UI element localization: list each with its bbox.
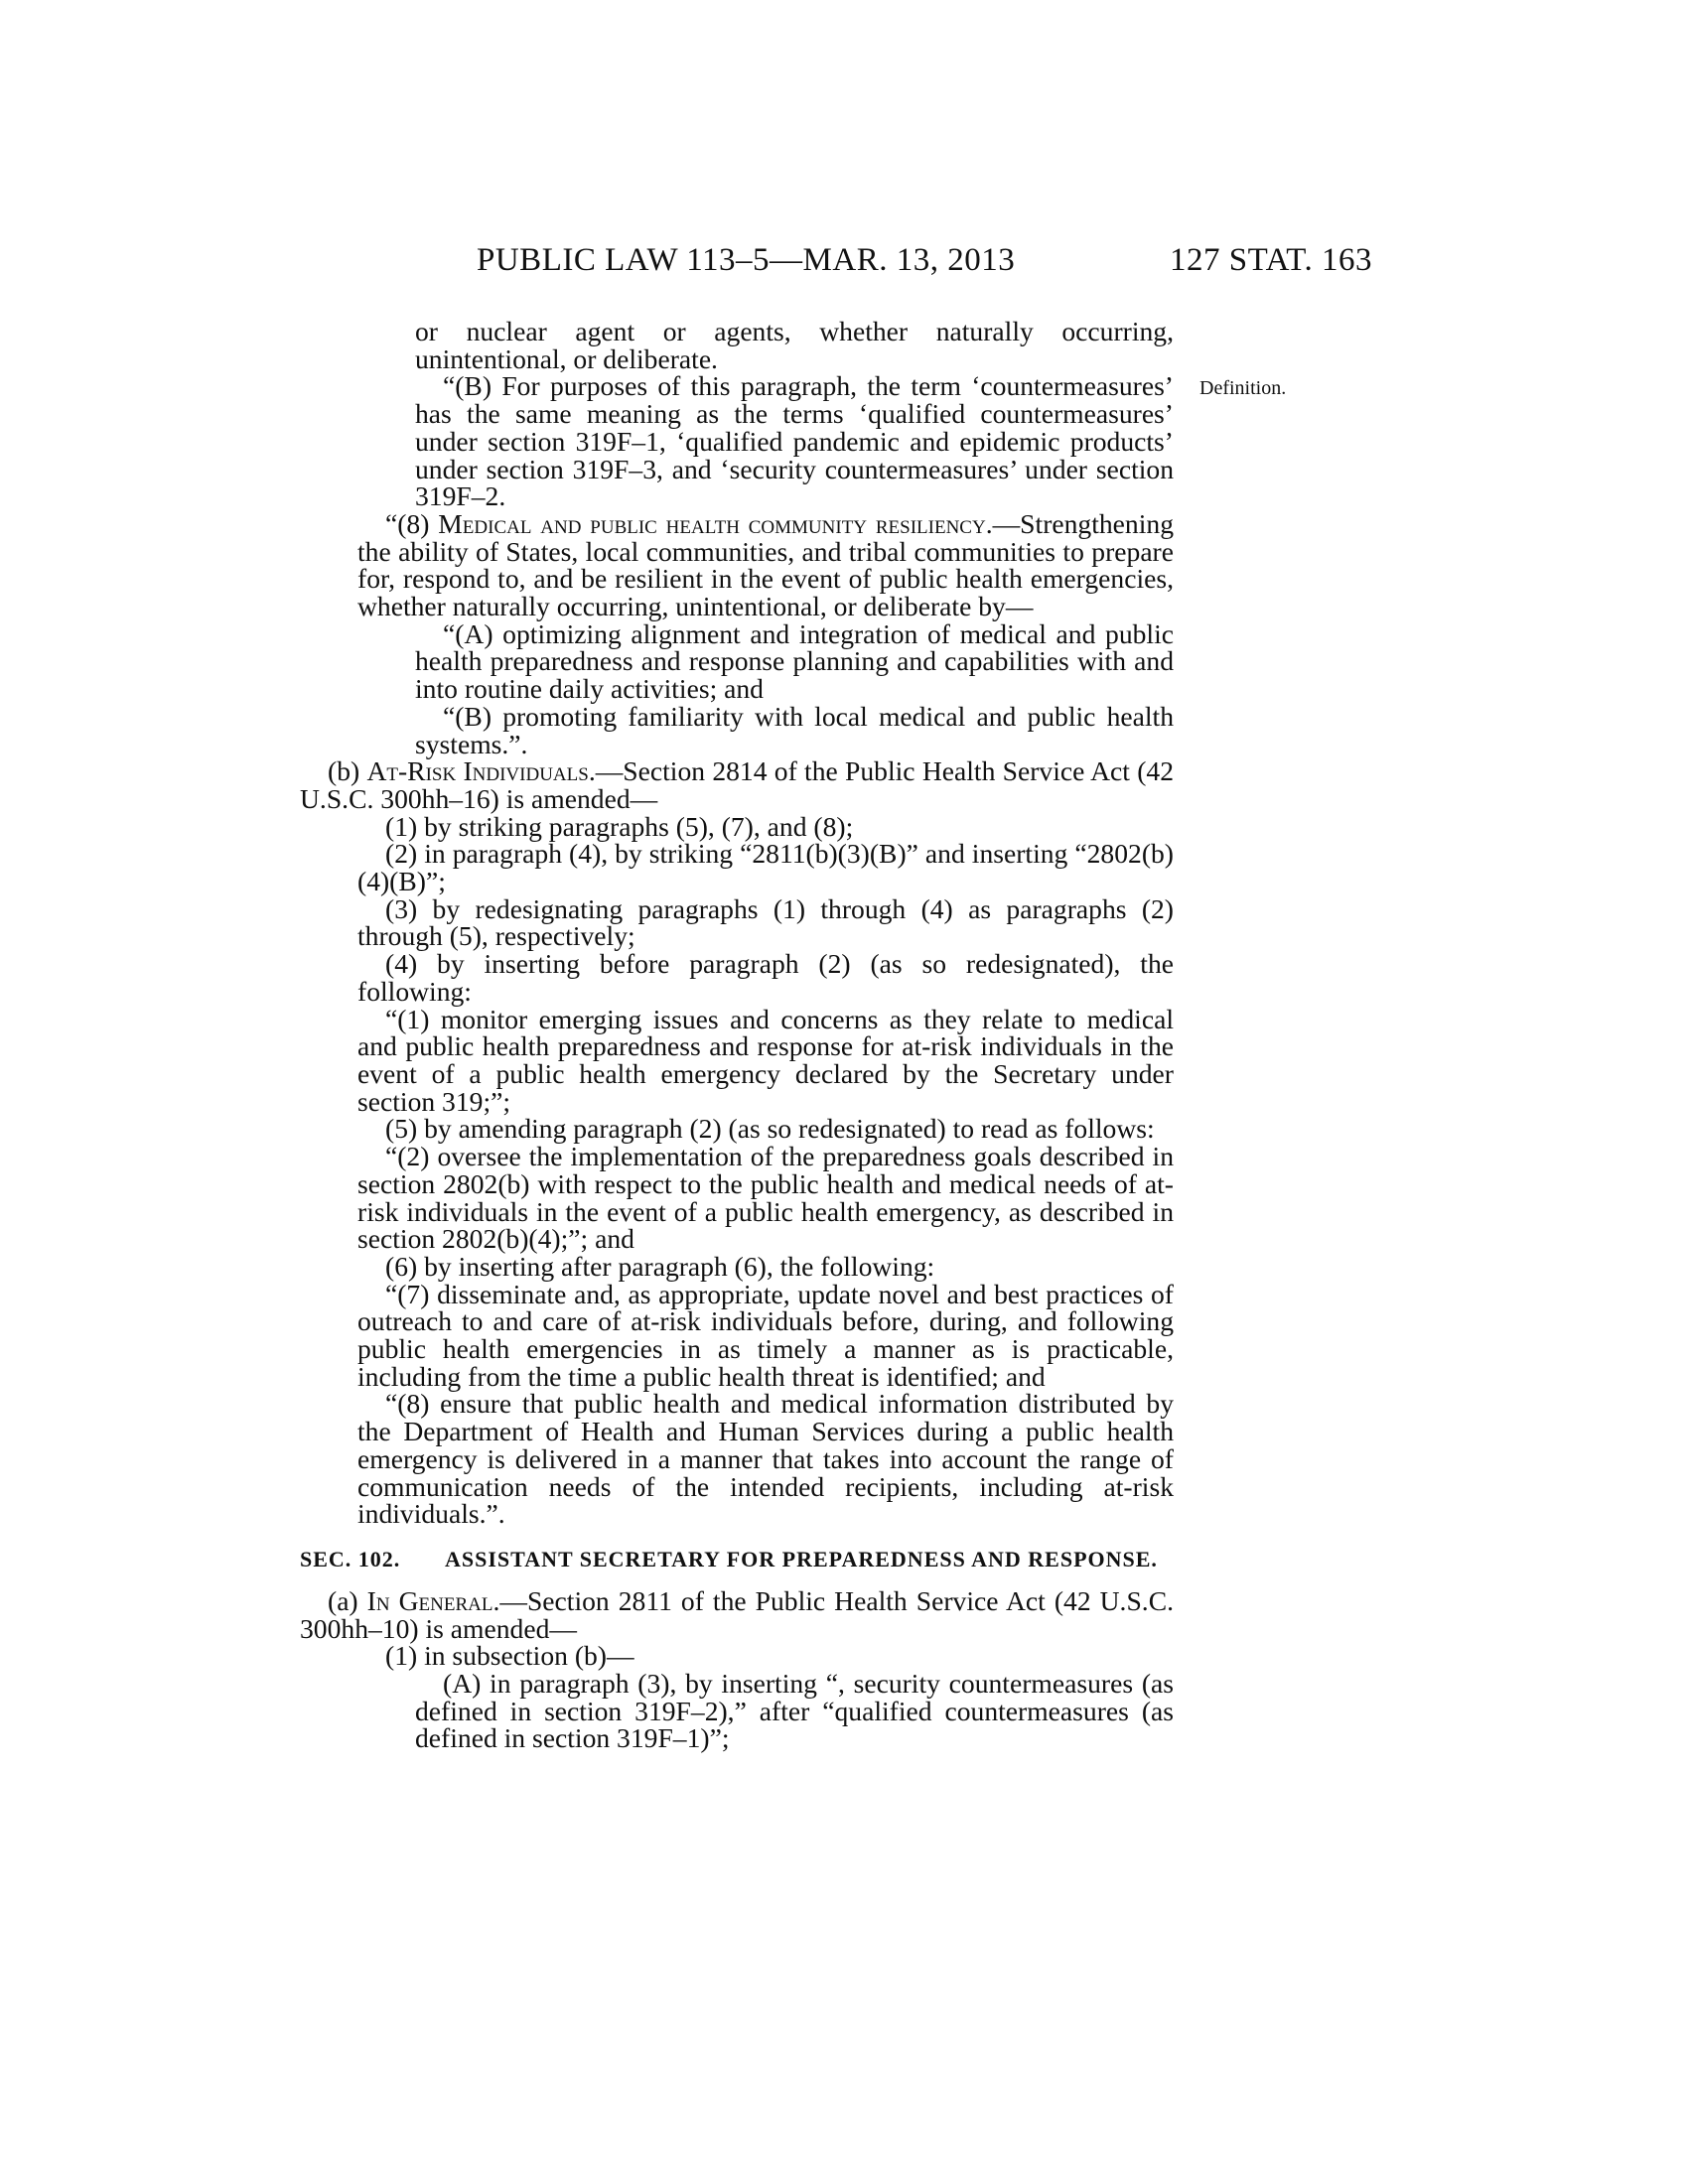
paragraph <box>357 810 1174 842</box>
paragraph <box>357 1003 1174 1117</box>
running-head: PUBLIC LAW 113–5—MAR. 13, 2013 <box>477 242 1016 278</box>
paragraph-heading: In General <box>366 1584 493 1616</box>
margin-note: Definition. <box>1199 377 1287 399</box>
section-heading <box>300 1546 1174 1573</box>
paragraph-text: (5) by amending paragraph (2) (as so redesignated) to read as follows: <box>385 1113 1155 1145</box>
paragraph <box>357 892 1174 952</box>
page-number: 127 STAT. 163 <box>1169 242 1372 278</box>
paragraph <box>415 372 1174 510</box>
paragraph-text: “(8) ensure that public health and medical information distributed by the Department of Health and Human Services during a public health emergency is delivered in a manner that takes into account the range of communication needs of the intended recipients, including at-risk individuals.”. <box>357 1388 1174 1530</box>
paragraph-text: “(B) For purposes of this paragraph, the term ‘countermeasures’ has the same meaning as the terms ‘qualified countermeasures’ under section 319F–1, ‘qualified pandemic and epidemic products’ under section 319F–3, and ‘security countermeasures’ under section 319F–2. <box>415 370 1174 512</box>
paragraph <box>415 318 1174 372</box>
document-body <box>300 318 1174 1752</box>
paragraph-text: (3) by redesignating paragraphs (1) through (4) as paragraphs (2) through (5), respectively; <box>357 892 1174 952</box>
paragraph-text: (1) in subsection (b)— <box>385 1640 634 1672</box>
paragraph-text: “(1) monitor emerging issues and concerns as they relate to medical and public health preparedness and response for at-risk individuals in the event of a public health emergency declared by the Secretary under section 319;”; <box>357 1003 1174 1117</box>
paragraph-text: (1) by striking paragraphs (5), (7), and (8); <box>385 810 854 842</box>
paragraph <box>357 950 1174 1005</box>
paragraph-lead: “(8) <box>385 507 439 539</box>
paragraph <box>415 617 1174 705</box>
paragraph <box>300 1584 1175 1644</box>
paragraph-text: “(A) optimizing alignment and integration of medical and public health preparedness and response planning and capabilities with and into routine daily activities; and <box>415 617 1174 705</box>
paragraph-lead: (b) <box>328 755 367 787</box>
paragraph <box>357 1250 1174 1282</box>
paragraph <box>357 1390 1174 1528</box>
paragraph <box>357 1642 1174 1670</box>
paragraph-text: (2) in paragraph (4), by striking “2811(b)(3)(B)” and inserting “2802(b)(4)(B)”; <box>357 838 1174 897</box>
paragraph-heading: Medical and public health community resiliency <box>438 507 986 539</box>
paragraph <box>357 838 1174 897</box>
paragraph <box>415 700 1174 759</box>
paragraph <box>357 507 1174 622</box>
paragraph-text: .—Section 2811 of the Public Health Service Act (42 U.S.C. 300hh–10) is amended— <box>300 1584 1175 1644</box>
paragraph-text: “(7) disseminate and, as appropriate, update novel and best practices of outreach to and care of at-risk individuals before, during, and following public health emergencies in as timely a manner as is practicable, including from the time a public health threat is identified; and <box>357 1278 1174 1392</box>
paragraph-text: (6) by inserting after paragraph (6), the following: <box>385 1250 935 1282</box>
paragraph <box>300 757 1174 812</box>
paragraph <box>357 1115 1174 1143</box>
page-header <box>300 242 1372 284</box>
paragraph-group <box>300 318 1174 1528</box>
paragraph <box>415 1670 1174 1752</box>
paragraph-text: (4) by inserting before paragraph (2) (as so redesignated), the following: <box>357 948 1174 1007</box>
paragraph-text: (A) in paragraph (3), by inserting “, security countermeasures (as defined in section 319F–2),” after “qualified countermeasures (as defined in section 319F–1)”; <box>415 1668 1174 1754</box>
section-number: SEC. 102. <box>300 1546 401 1571</box>
paragraph-text: .—Strengthening the ability of States, local communities, and tribal communities to prepare for, respond to, and be resilient in the event of public health emergencies, whether naturally occurring, unintentional, or deliberate by— <box>357 507 1174 622</box>
paragraph-text: “(B) promoting familiarity with local medical and public health systems.”. <box>415 700 1174 759</box>
paragraph-text: .—Section 2814 of the Public Health Service Act (42 U.S.C. 300hh–16) is amended— <box>300 755 1175 814</box>
paragraph-heading: At-Risk Individuals <box>366 755 589 787</box>
paragraph-text: or nuclear agent or agents, whether naturally occurring, unintentional, or deliberate. <box>415 316 1174 374</box>
paragraph-group <box>300 1584 1175 1754</box>
paragraph <box>357 1143 1174 1253</box>
section-title: ASSISTANT SECRETARY FOR PREPAREDNESS AND RESPONSE. <box>445 1546 1158 1571</box>
paragraph-text: “(2) oversee the implementation of the preparedness goals described in section 2802(b) with respect to the public health and medical needs of at-risk individuals in the event of a public health emergency, as described in section 2802(b)(4);”; and <box>357 1141 1174 1255</box>
paragraph <box>357 1278 1174 1392</box>
paragraph-lead: (a) <box>328 1584 367 1616</box>
